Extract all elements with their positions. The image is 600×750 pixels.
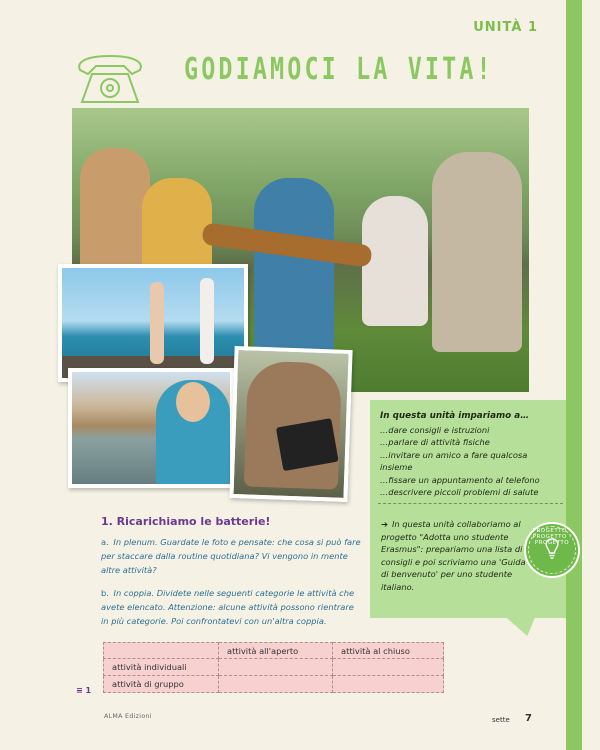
exercise-title: 1. Ricarichiamo le batterie!: [101, 515, 271, 528]
table-row: [104, 659, 444, 676]
publisher-name: ALMA Edizioni: [104, 713, 152, 720]
table-header-row: [104, 643, 444, 659]
page-title: GODIAMOCI LA VITA!: [184, 52, 494, 87]
objectives-list: [380, 410, 562, 499]
project-badge: [524, 522, 580, 578]
objectives-lead: In questa unità impariamo a…: [380, 411, 530, 421]
row-label: attività di gruppo: [104, 676, 219, 693]
objective-item: …dare consigli e istruzioni: [380, 424, 490, 435]
exercise-part-a: [101, 535, 361, 577]
objective-item: …invitare un amico a fare qualcosa insieme: [380, 449, 528, 472]
objective-item: …descrivere piccoli problemi di salute: [380, 487, 539, 497]
telephone-icon: [72, 52, 148, 110]
part-key: a.: [101, 537, 109, 547]
badge-text: PROGETTO · PROGETTO · PROGETTO: [532, 528, 572, 546]
category-table: [103, 642, 444, 693]
table-row: [104, 676, 444, 693]
column-header: attività all'aperto: [219, 643, 333, 659]
project-description: [381, 518, 531, 593]
row-label: attività individuali: [104, 659, 219, 676]
column-header: [104, 643, 219, 659]
page-edge-stripe: [566, 0, 582, 750]
photo-yoga-sea: [58, 264, 248, 382]
audio-track-number: 1: [85, 686, 92, 695]
part-text: In coppia. Dividete nelle seguenti categorie le attività che avete elencato. Attenzione: alcune attività possono rientrare in più categorie. Poi confrontatevi con un'altra coppia.: [101, 588, 355, 626]
part-text: In plenum. Guardate le foto e pensate: che cosa si può fare per staccare dalla routine quotidiana? Vi vengono in mente altre attività?: [101, 537, 361, 575]
page-number-word: sette: [492, 716, 510, 724]
page-number: 7: [525, 713, 532, 724]
audio-track-icon: ≡: [76, 686, 83, 695]
column-header: attività al chiuso: [333, 643, 444, 659]
photo-woman-tablet: [229, 346, 352, 502]
objective-item: …parlare di attività fisiche: [380, 437, 490, 447]
table-cell[interactable]: [333, 676, 444, 693]
audio-track-marker: [76, 686, 91, 695]
photo-runner-florence: [68, 368, 234, 488]
table-cell[interactable]: [219, 659, 333, 676]
box-divider: [378, 503, 563, 504]
objective-item: …fissare un appuntamento al telefono: [380, 474, 540, 485]
table-cell[interactable]: [219, 676, 333, 693]
arrow-icon: ➔: [381, 519, 388, 529]
project-text: In questa unità collaboriamo al progetto "Adotta uno studente Erasmus": prepariamo una lista di consigli e poi scriviamo una 'Guida di benvenuto' per uno studente italiano.: [381, 519, 526, 592]
table-cell[interactable]: [333, 659, 444, 676]
part-key: b.: [101, 588, 109, 598]
unit-label: UNITÀ 1: [473, 20, 538, 35]
exercise-part-b: [101, 586, 361, 628]
